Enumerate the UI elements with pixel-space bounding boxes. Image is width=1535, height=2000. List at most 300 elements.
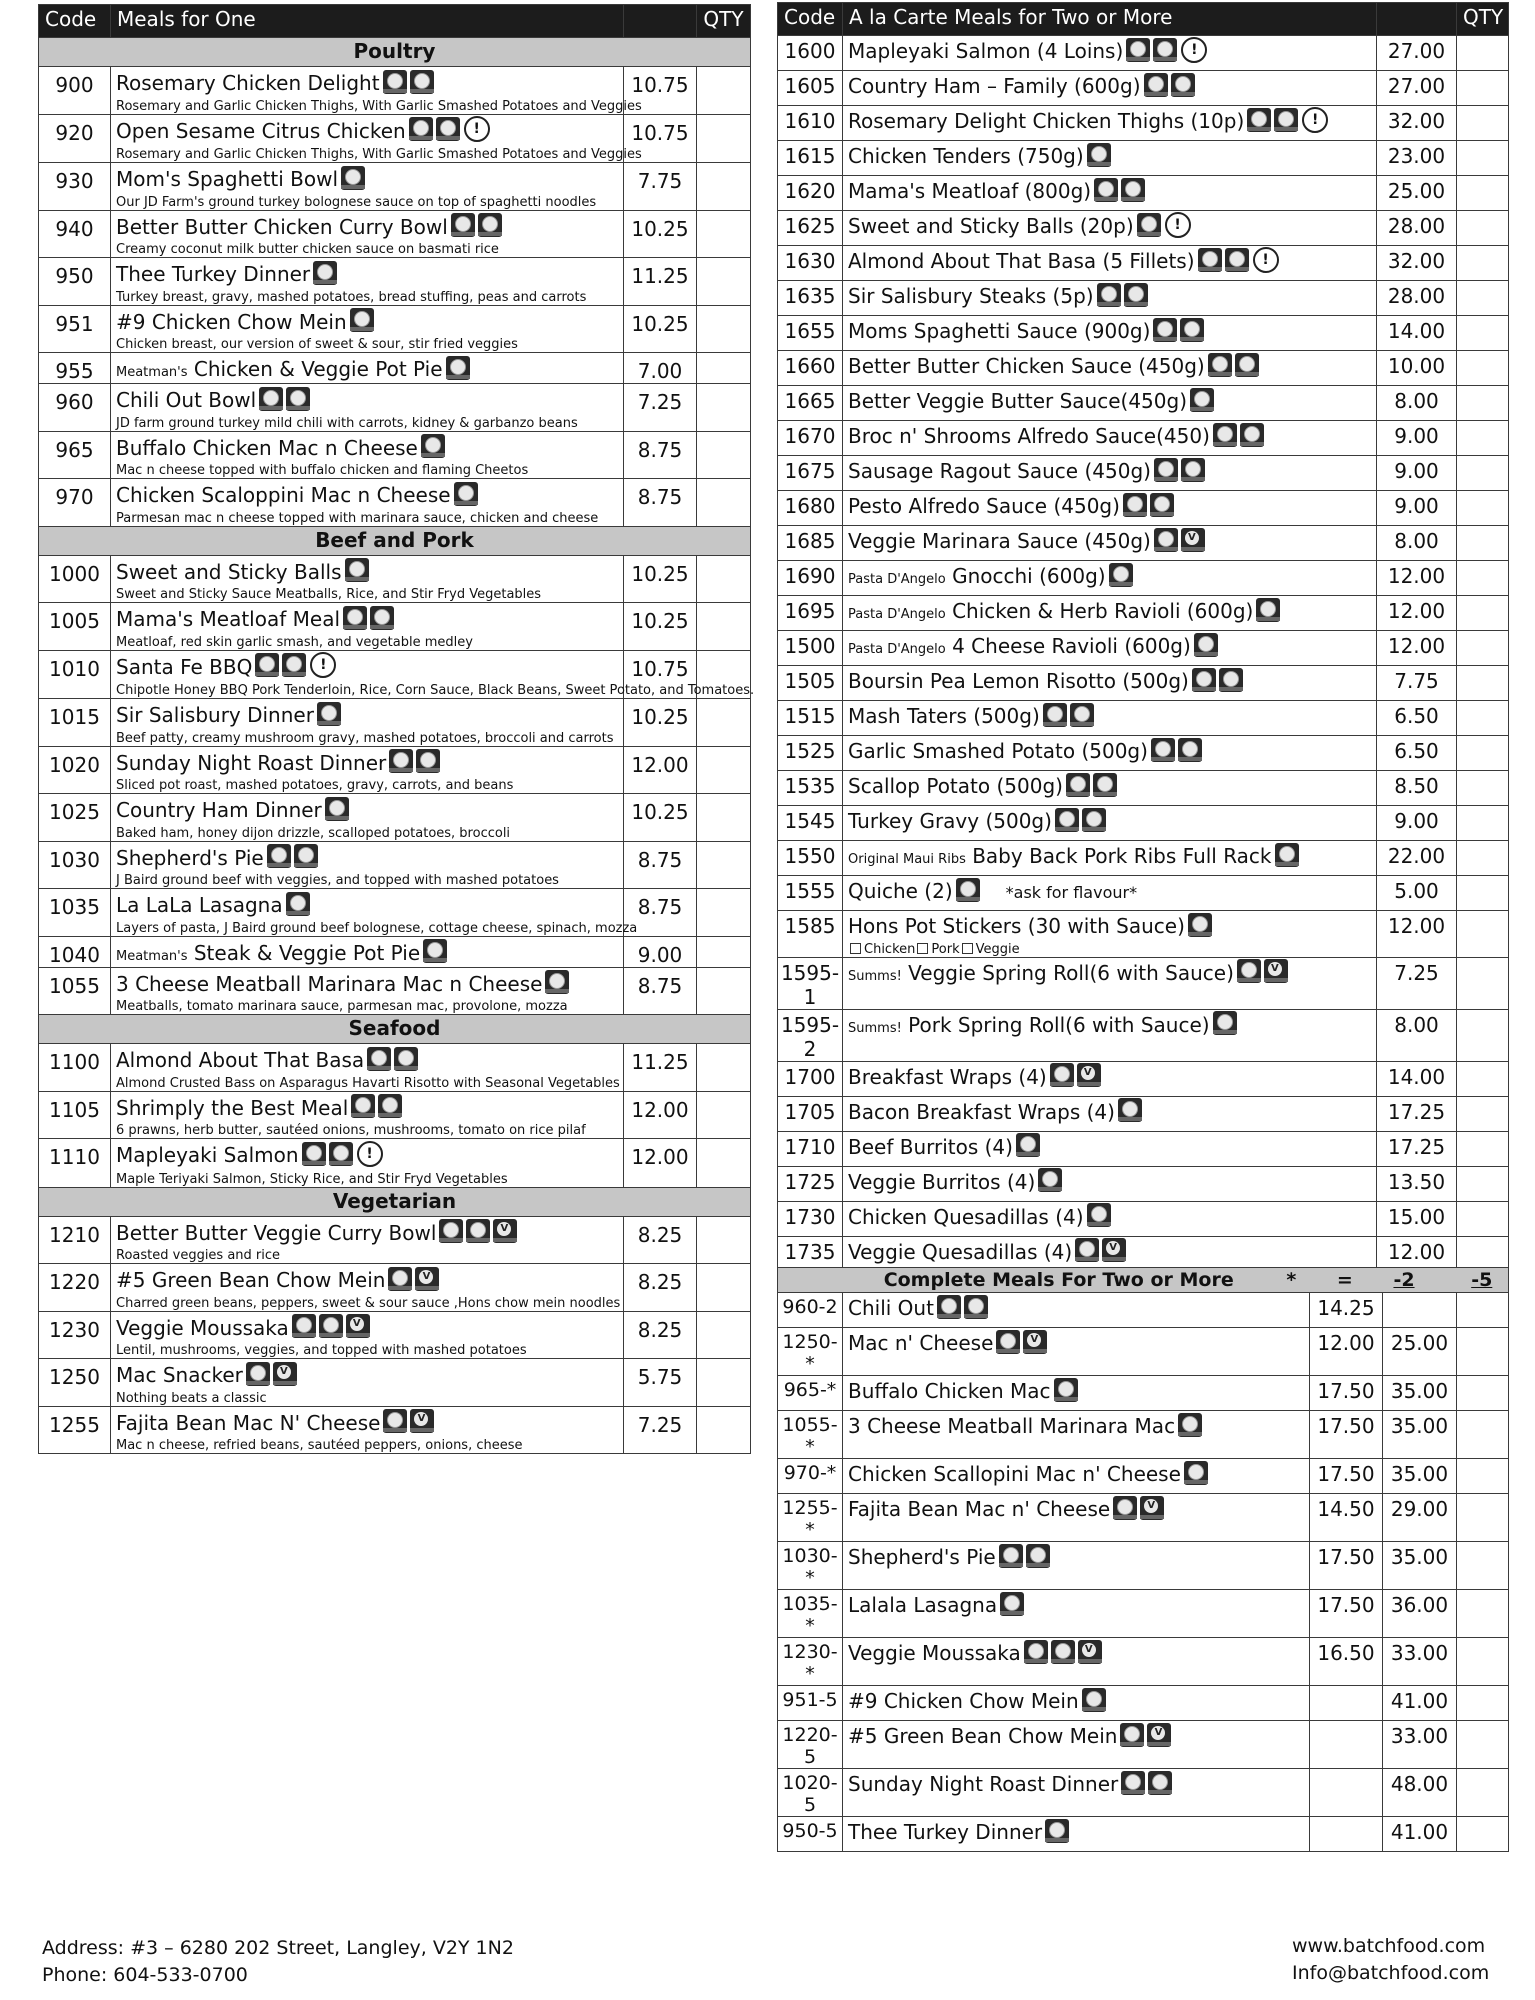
qty-input-cell[interactable] — [1457, 957, 1509, 1009]
item-name-line — [848, 914, 1372, 940]
item-name: Better Butter Veggie Curry Bowl — [116, 1220, 437, 1245]
item-name-line — [848, 1331, 1305, 1357]
item-price: 14.00 — [1377, 316, 1457, 351]
qty-input-cell[interactable] — [697, 1139, 751, 1188]
item-name-line — [848, 459, 1372, 485]
qty-input-cell[interactable] — [697, 967, 751, 1015]
item-code: 951-5 — [778, 1686, 843, 1721]
item-name: Better Veggie Butter Sauce(450g) — [848, 389, 1188, 413]
item-price-two — [1310, 1769, 1383, 1817]
item-name-line — [848, 1545, 1305, 1571]
item-price: 10.75 — [624, 114, 697, 163]
item-name: Better Butter Chicken Sauce (450g) — [848, 354, 1205, 378]
option-checkbox[interactable] — [917, 943, 928, 954]
item-name-line — [848, 179, 1372, 205]
item-brand-prefix: Summs! — [848, 1020, 902, 1036]
dietary-badge-icon — [466, 1219, 490, 1243]
qty-input-cell[interactable] — [1457, 141, 1509, 176]
table-row — [39, 555, 751, 603]
dietary-badge-icon — [1208, 353, 1232, 377]
section-title: Poultry — [39, 38, 751, 67]
table-row — [39, 1216, 751, 1264]
item-name-cell — [111, 1359, 624, 1407]
item-name-line — [848, 424, 1372, 450]
item-name-line — [116, 262, 619, 288]
qty-input-cell[interactable] — [1457, 421, 1509, 456]
item-price: 7.75 — [624, 163, 697, 211]
item-name-line — [848, 354, 1372, 380]
item-name-cell — [843, 1769, 1310, 1817]
section-title: Vegetarian — [39, 1187, 751, 1216]
item-name-line — [116, 893, 619, 919]
item-code: 1250 — [39, 1359, 111, 1407]
item-price: 17.25 — [1377, 1096, 1457, 1131]
item-price-five: 41.00 — [1383, 1686, 1457, 1721]
item-name: Veggie Spring Roll(6 with Sauce) — [908, 960, 1234, 985]
item-code: 1025 — [39, 794, 111, 842]
dietary-badge-icon — [1126, 38, 1150, 62]
item-name-line — [848, 249, 1372, 276]
table-row — [39, 1359, 751, 1407]
item-code: 1000 — [39, 555, 111, 603]
item-price: 9.00 — [624, 936, 697, 967]
qty-input-cell[interactable] — [697, 114, 751, 163]
qty-input-cell[interactable] — [1457, 211, 1509, 246]
qty-input-cell[interactable] — [697, 258, 751, 306]
item-name-cell — [111, 1139, 624, 1188]
item-code: 965 — [39, 431, 111, 479]
item-name-line — [116, 1411, 619, 1437]
dietary-badge-icon — [319, 1314, 343, 1338]
dietary-badge-icon — [1000, 1592, 1024, 1616]
qty-input-cell[interactable] — [1457, 596, 1509, 631]
item-name: Thee Turkey Dinner — [116, 262, 311, 286]
qty-input-cell[interactable] — [1457, 456, 1509, 491]
item-price: 22.00 — [1377, 841, 1457, 876]
qty-input-cell[interactable] — [697, 479, 751, 527]
item-name-cell — [111, 1091, 624, 1139]
item-name: Mapleyaki Salmon (4 Loins) — [848, 39, 1124, 63]
qty-input-cell[interactable] — [1457, 316, 1509, 351]
item-name: #9 Chicken Chow Mein — [116, 309, 347, 334]
item-price: 12.00 — [1377, 911, 1457, 958]
dietary-badge-icon — [370, 606, 394, 630]
item-code: 1700 — [778, 1061, 843, 1096]
item-name-cell — [111, 967, 624, 1015]
item-name-cell — [843, 957, 1377, 1009]
table-row — [778, 246, 1509, 281]
item-price: 9.00 — [1377, 491, 1457, 526]
item-name-line — [848, 1593, 1305, 1619]
item-name-line — [848, 669, 1372, 695]
item-code: 1680 — [778, 491, 843, 526]
qty-input-cell[interactable] — [697, 699, 751, 747]
item-code: 951 — [39, 305, 111, 353]
item-name-cell — [111, 794, 624, 842]
item-price-two: 14.25 — [1310, 1293, 1383, 1328]
dietary-badge-icon — [1235, 353, 1259, 377]
item-name: Mama's Meatloaf Meal — [116, 607, 341, 631]
qty-input-cell[interactable] — [697, 353, 751, 384]
item-name-line — [116, 798, 619, 824]
qty-input-cell[interactable] — [1457, 561, 1509, 596]
qty-input-cell[interactable] — [1457, 1817, 1509, 1852]
qty-input-cell[interactable] — [1457, 631, 1509, 666]
qty-input-cell[interactable] — [1457, 246, 1509, 281]
qty-input-cell[interactable] — [697, 746, 751, 794]
table-row — [778, 176, 1509, 211]
item-name-line — [848, 1689, 1305, 1715]
dietary-badge-icon — [1153, 318, 1177, 342]
dietary-badge-icon — [1247, 108, 1271, 132]
item-name-line — [116, 119, 619, 146]
qty-input-cell[interactable] — [1457, 106, 1509, 141]
item-price-five: 25.00 — [1383, 1328, 1457, 1376]
dietary-badge-icon — [1274, 108, 1298, 132]
item-name-line — [848, 1135, 1372, 1161]
item-code: 1220 — [39, 1264, 111, 1312]
dietary-badge-icon — [1137, 213, 1161, 237]
qty-input-cell[interactable] — [697, 1091, 751, 1139]
qty-input-cell[interactable] — [1457, 1686, 1509, 1721]
item-code: 1665 — [778, 386, 843, 421]
item-price-two: 16.50 — [1310, 1638, 1383, 1686]
qty-input-cell[interactable] — [697, 603, 751, 651]
item-name-line — [848, 1296, 1305, 1322]
qty-input-cell[interactable] — [697, 936, 751, 967]
qty-input-cell[interactable] — [1457, 36, 1509, 71]
qty-input-cell[interactable] — [1457, 1061, 1509, 1096]
qty-input-cell[interactable] — [1457, 526, 1509, 561]
dietary-badge-icon — [1213, 1011, 1237, 1035]
section-header — [39, 1187, 751, 1216]
table-row — [778, 1411, 1509, 1459]
qty-input-cell[interactable] — [1457, 281, 1509, 316]
qty-input-cell[interactable] — [1457, 806, 1509, 841]
qty-input-cell[interactable] — [697, 794, 751, 842]
item-name-cell — [111, 1216, 624, 1264]
item-name-cell — [111, 479, 624, 527]
item-name-line — [848, 1772, 1305, 1798]
item-name-line — [116, 941, 619, 967]
qty-input-cell[interactable] — [697, 210, 751, 258]
complete-meals-title: Complete Meals For Two or More — [883, 1269, 1234, 1291]
qty-input-cell[interactable] — [1457, 736, 1509, 771]
item-name: Sweet and Sticky Balls (20p) — [848, 214, 1134, 238]
qty-input-cell[interactable] — [1457, 1009, 1509, 1061]
item-name-cell — [843, 36, 1377, 71]
qty-input-cell[interactable] — [1457, 491, 1509, 526]
dietary-badge-icon — [351, 1094, 375, 1118]
dietary-badge-icon — [423, 939, 447, 963]
qty-input-cell[interactable] — [697, 163, 751, 211]
item-name: #9 Chicken Chow Mein — [848, 1689, 1079, 1713]
item-description: Baked ham, honey dijon drizzle, scalloped potatoes, broccoli — [116, 825, 511, 841]
item-name: Mama's Meatloaf (800g) — [848, 179, 1092, 203]
qty-input-cell[interactable] — [1457, 1721, 1509, 1769]
dietary-badge-icon — [545, 970, 569, 994]
item-description: Creamy coconut milk butter chicken sauce on basmati rice — [116, 242, 499, 257]
item-code: 1535 — [778, 771, 843, 806]
qty-input-cell[interactable] — [1457, 1411, 1509, 1459]
item-price: 7.25 — [624, 1406, 697, 1454]
item-price: 8.00 — [1377, 1009, 1457, 1061]
item-code: 920 — [39, 114, 111, 163]
item-name: La LaLa Lasagna — [116, 893, 283, 917]
item-name: Mac n' Cheese — [848, 1331, 994, 1355]
item-name-line — [116, 1268, 619, 1294]
table-row — [39, 841, 751, 889]
qty-input-cell[interactable] — [1457, 1769, 1509, 1817]
qty-input-cell[interactable] — [697, 67, 751, 115]
item-price: 8.25 — [624, 1264, 697, 1312]
table-row — [39, 163, 751, 211]
dietary-badge-icon — [1124, 283, 1148, 307]
allergen-circle-icon: ! — [357, 1141, 383, 1167]
vegetarian-badge-icon: V — [415, 1267, 439, 1291]
item-name-cell — [843, 1411, 1310, 1459]
website-link[interactable]: www.batchfood.com — [1292, 1935, 1486, 1957]
qty-input-cell[interactable] — [1457, 1131, 1509, 1166]
item-name-line — [848, 1240, 1372, 1266]
item-name-cell — [843, 526, 1377, 561]
qty-input-cell[interactable] — [1457, 1376, 1509, 1411]
qty-input-cell[interactable] — [1457, 1096, 1509, 1131]
item-name: Mac Snacker — [116, 1363, 243, 1387]
item-name-line — [116, 972, 619, 998]
item-description: Meatballs, tomato marinara sauce, parmesan mac, provolone, mozza — [116, 999, 568, 1014]
item-price: 12.00 — [624, 1091, 697, 1139]
qty-input-cell[interactable] — [697, 384, 751, 432]
item-price-two — [1310, 1817, 1383, 1852]
item-code: 1505 — [778, 666, 843, 701]
item-name: 3 Cheese Meatball Marinara Mac n Cheese — [116, 971, 543, 996]
item-code: 1695 — [778, 596, 843, 631]
item-price-five: 41.00 — [1383, 1817, 1457, 1852]
item-name: Lalala Lasagna — [848, 1593, 998, 1617]
qty-input-cell[interactable] — [1457, 351, 1509, 386]
item-name-cell — [111, 384, 624, 432]
a-la-carte-title: A la Carte Meals for Two or More — [843, 3, 1377, 36]
item-description: Meatloaf, red skin garlic smash, and vegetable medley — [116, 634, 473, 650]
qty-input-cell[interactable] — [697, 1264, 751, 1312]
table-row — [778, 1061, 1509, 1096]
item-code: 1710 — [778, 1131, 843, 1166]
item-name-line — [848, 144, 1372, 170]
address-text: Address: #3 – 6280 202 Street, Langley, V2Y 1N2 — [42, 1937, 514, 1959]
qty-input-cell[interactable] — [1457, 1459, 1509, 1494]
item-name: Shrimply the Best Meal — [116, 1095, 349, 1120]
qty-input-cell[interactable] — [1457, 1236, 1509, 1271]
item-price: 12.00 — [1377, 596, 1457, 631]
qty-input-cell[interactable] — [697, 1044, 751, 1092]
qty-input-cell[interactable] — [1457, 701, 1509, 736]
qty-input-cell[interactable] — [697, 1311, 751, 1359]
allergen-circle-icon: ! — [1302, 107, 1328, 133]
option-checkbox[interactable] — [850, 943, 861, 954]
item-name-cell — [843, 456, 1377, 491]
qty-input-cell[interactable] — [1457, 911, 1509, 958]
item-name-cell — [111, 258, 624, 306]
item-code: 1230-* — [778, 1638, 843, 1686]
item-name: Pork Spring Roll(6 with Sauce) — [908, 1012, 1210, 1037]
qty-input-cell[interactable] — [697, 841, 751, 889]
item-name: Beef Burritos (4) — [848, 1134, 1013, 1159]
item-price: 12.00 — [1377, 561, 1457, 596]
qty-input-cell[interactable] — [1457, 841, 1509, 876]
item-price: 27.00 — [1377, 71, 1457, 106]
item-name-cell — [111, 936, 624, 967]
item-code: 940 — [39, 210, 111, 258]
vegetarian-badge-icon: V — [410, 1409, 434, 1433]
item-name: Shepherd's Pie — [848, 1545, 996, 1569]
dietary-badge-icon — [1237, 959, 1261, 983]
dietary-badge-icon — [416, 749, 440, 773]
item-options — [848, 942, 1372, 957]
item-name-cell — [111, 555, 624, 603]
qty-input-cell[interactable] — [697, 431, 751, 479]
qty-input-cell[interactable] — [1457, 386, 1509, 421]
table-row — [778, 1769, 1509, 1817]
dietary-badge-icon — [302, 1142, 326, 1166]
qty-input-cell[interactable] — [1457, 1201, 1509, 1236]
complete-meals-header — [778, 1268, 1509, 1293]
item-name: Bacon Breakfast Wraps (4) — [848, 1099, 1115, 1124]
item-name-cell — [843, 771, 1377, 806]
item-price-two: 17.50 — [1310, 1376, 1383, 1411]
dietary-badge-icon — [1198, 248, 1222, 272]
option-checkbox[interactable] — [962, 943, 973, 954]
qty-input-cell[interactable] — [1457, 666, 1509, 701]
item-brand-prefix: Original Maui Ribs — [848, 852, 966, 867]
qty-input-cell[interactable] — [1457, 71, 1509, 106]
qty-input-cell[interactable] — [1457, 1638, 1509, 1686]
qty-input-cell[interactable] — [697, 1359, 751, 1407]
item-name-line — [116, 655, 619, 682]
item-name: Mom's Spaghetti Bowl — [116, 167, 339, 191]
item-price-five — [1383, 1293, 1457, 1328]
item-name-line — [848, 529, 1372, 555]
item-name: Veggie Burritos (4) — [848, 1169, 1036, 1194]
dietary-badge-icon — [341, 166, 365, 190]
dietary-badge-icon — [1045, 1819, 1069, 1843]
item-price: 14.00 — [1377, 1061, 1457, 1096]
email-link[interactable]: Info@batchfood.com — [1292, 1962, 1490, 1984]
item-name-cell — [843, 1096, 1377, 1131]
item-name: Buffalo Chicken Mac n Cheese — [116, 435, 418, 460]
option-label: Pork — [931, 941, 960, 957]
table-row — [778, 386, 1509, 421]
qty-input-cell[interactable] — [1457, 1542, 1509, 1590]
item-name: Quiche (2) — [848, 879, 953, 903]
qty-input-cell[interactable] — [697, 305, 751, 353]
item-price-five: 29.00 — [1383, 1494, 1457, 1542]
table-row — [778, 421, 1509, 456]
table-row — [778, 491, 1509, 526]
dietary-badge-icon — [1026, 1544, 1050, 1568]
item-price: 8.00 — [1377, 526, 1457, 561]
qty-input-cell[interactable] — [697, 1406, 751, 1454]
item-price: 28.00 — [1377, 211, 1457, 246]
table-row — [778, 1590, 1509, 1638]
table-row — [39, 1311, 751, 1359]
item-name-line — [848, 1100, 1372, 1126]
item-price-five: 35.00 — [1383, 1411, 1457, 1459]
item-name-cell — [843, 1686, 1310, 1721]
item-name-cell — [111, 67, 642, 115]
table-row — [778, 1376, 1509, 1411]
qty-input-cell[interactable] — [1457, 1328, 1509, 1376]
dietary-badge-icon — [1151, 738, 1175, 762]
qty-input-cell[interactable] — [1457, 1590, 1509, 1638]
qty-input-cell[interactable] — [1457, 1293, 1509, 1328]
table-row — [39, 384, 751, 432]
qty-input-cell[interactable] — [1457, 1494, 1509, 1542]
dietary-badge-icon — [1275, 843, 1299, 867]
item-name: Better Butter Chicken Curry Bowl — [116, 214, 448, 239]
item-name-cell — [843, 1201, 1377, 1236]
table-row — [778, 1096, 1509, 1131]
item-name: Breakfast Wraps (4) — [848, 1064, 1047, 1089]
item-name-cell — [843, 596, 1377, 631]
item-name-cell — [111, 431, 624, 479]
table-row — [778, 1817, 1509, 1852]
item-price-two — [1310, 1686, 1383, 1721]
item-price: 6.50 — [1377, 701, 1457, 736]
dietary-badge-icon — [1054, 1378, 1078, 1402]
qty-input-cell[interactable] — [697, 1216, 751, 1264]
item-name-line — [116, 388, 619, 414]
item-code: 1585 — [778, 911, 843, 958]
item-name-cell — [843, 421, 1377, 456]
item-name-line — [848, 1065, 1372, 1091]
item-code: 1010 — [39, 650, 111, 699]
item-price-two: 17.50 — [1310, 1590, 1383, 1638]
dietary-badge-icon — [1178, 738, 1202, 762]
table-row — [778, 596, 1509, 631]
qty-input-cell[interactable] — [1457, 1166, 1509, 1201]
table-row — [778, 71, 1509, 106]
item-name: Garlic Smashed Potato (500g) — [848, 739, 1148, 763]
table-row — [778, 1009, 1509, 1061]
qty-input-cell[interactable] — [1457, 771, 1509, 806]
vegetarian-badge-icon: V — [1078, 1640, 1102, 1664]
item-code: 1735 — [778, 1236, 843, 1271]
item-name-cell — [843, 1542, 1310, 1590]
item-name: Steak & Veggie Pot Pie — [193, 940, 421, 965]
qty-input-cell[interactable] — [697, 889, 751, 937]
item-code: 965-* — [778, 1376, 843, 1411]
item-name: Sir Salisbury Dinner — [116, 703, 314, 727]
table-row — [39, 258, 751, 306]
item-name-cell — [843, 246, 1377, 281]
qty-input-cell[interactable] — [1457, 876, 1509, 911]
item-price: 28.00 — [1377, 281, 1457, 316]
item-code: 1030-* — [778, 1542, 843, 1590]
qty-input-cell[interactable] — [697, 555, 751, 603]
item-code: 1685 — [778, 526, 843, 561]
allergen-circle-icon: ! — [1181, 37, 1207, 63]
dietary-badge-icon — [1121, 1771, 1145, 1795]
item-price: 9.00 — [1377, 421, 1457, 456]
item-name-cell — [843, 1817, 1310, 1852]
dietary-badge-icon — [1144, 73, 1168, 97]
qty-input-cell[interactable] — [1457, 176, 1509, 211]
item-description: Rosemary and Garlic Chicken Thighs, With Garlic Smashed Potatoes and Veggies — [116, 98, 642, 114]
item-name-cell — [843, 666, 1377, 701]
item-price: 10.25 — [624, 603, 697, 651]
item-name-cell — [843, 701, 1377, 736]
